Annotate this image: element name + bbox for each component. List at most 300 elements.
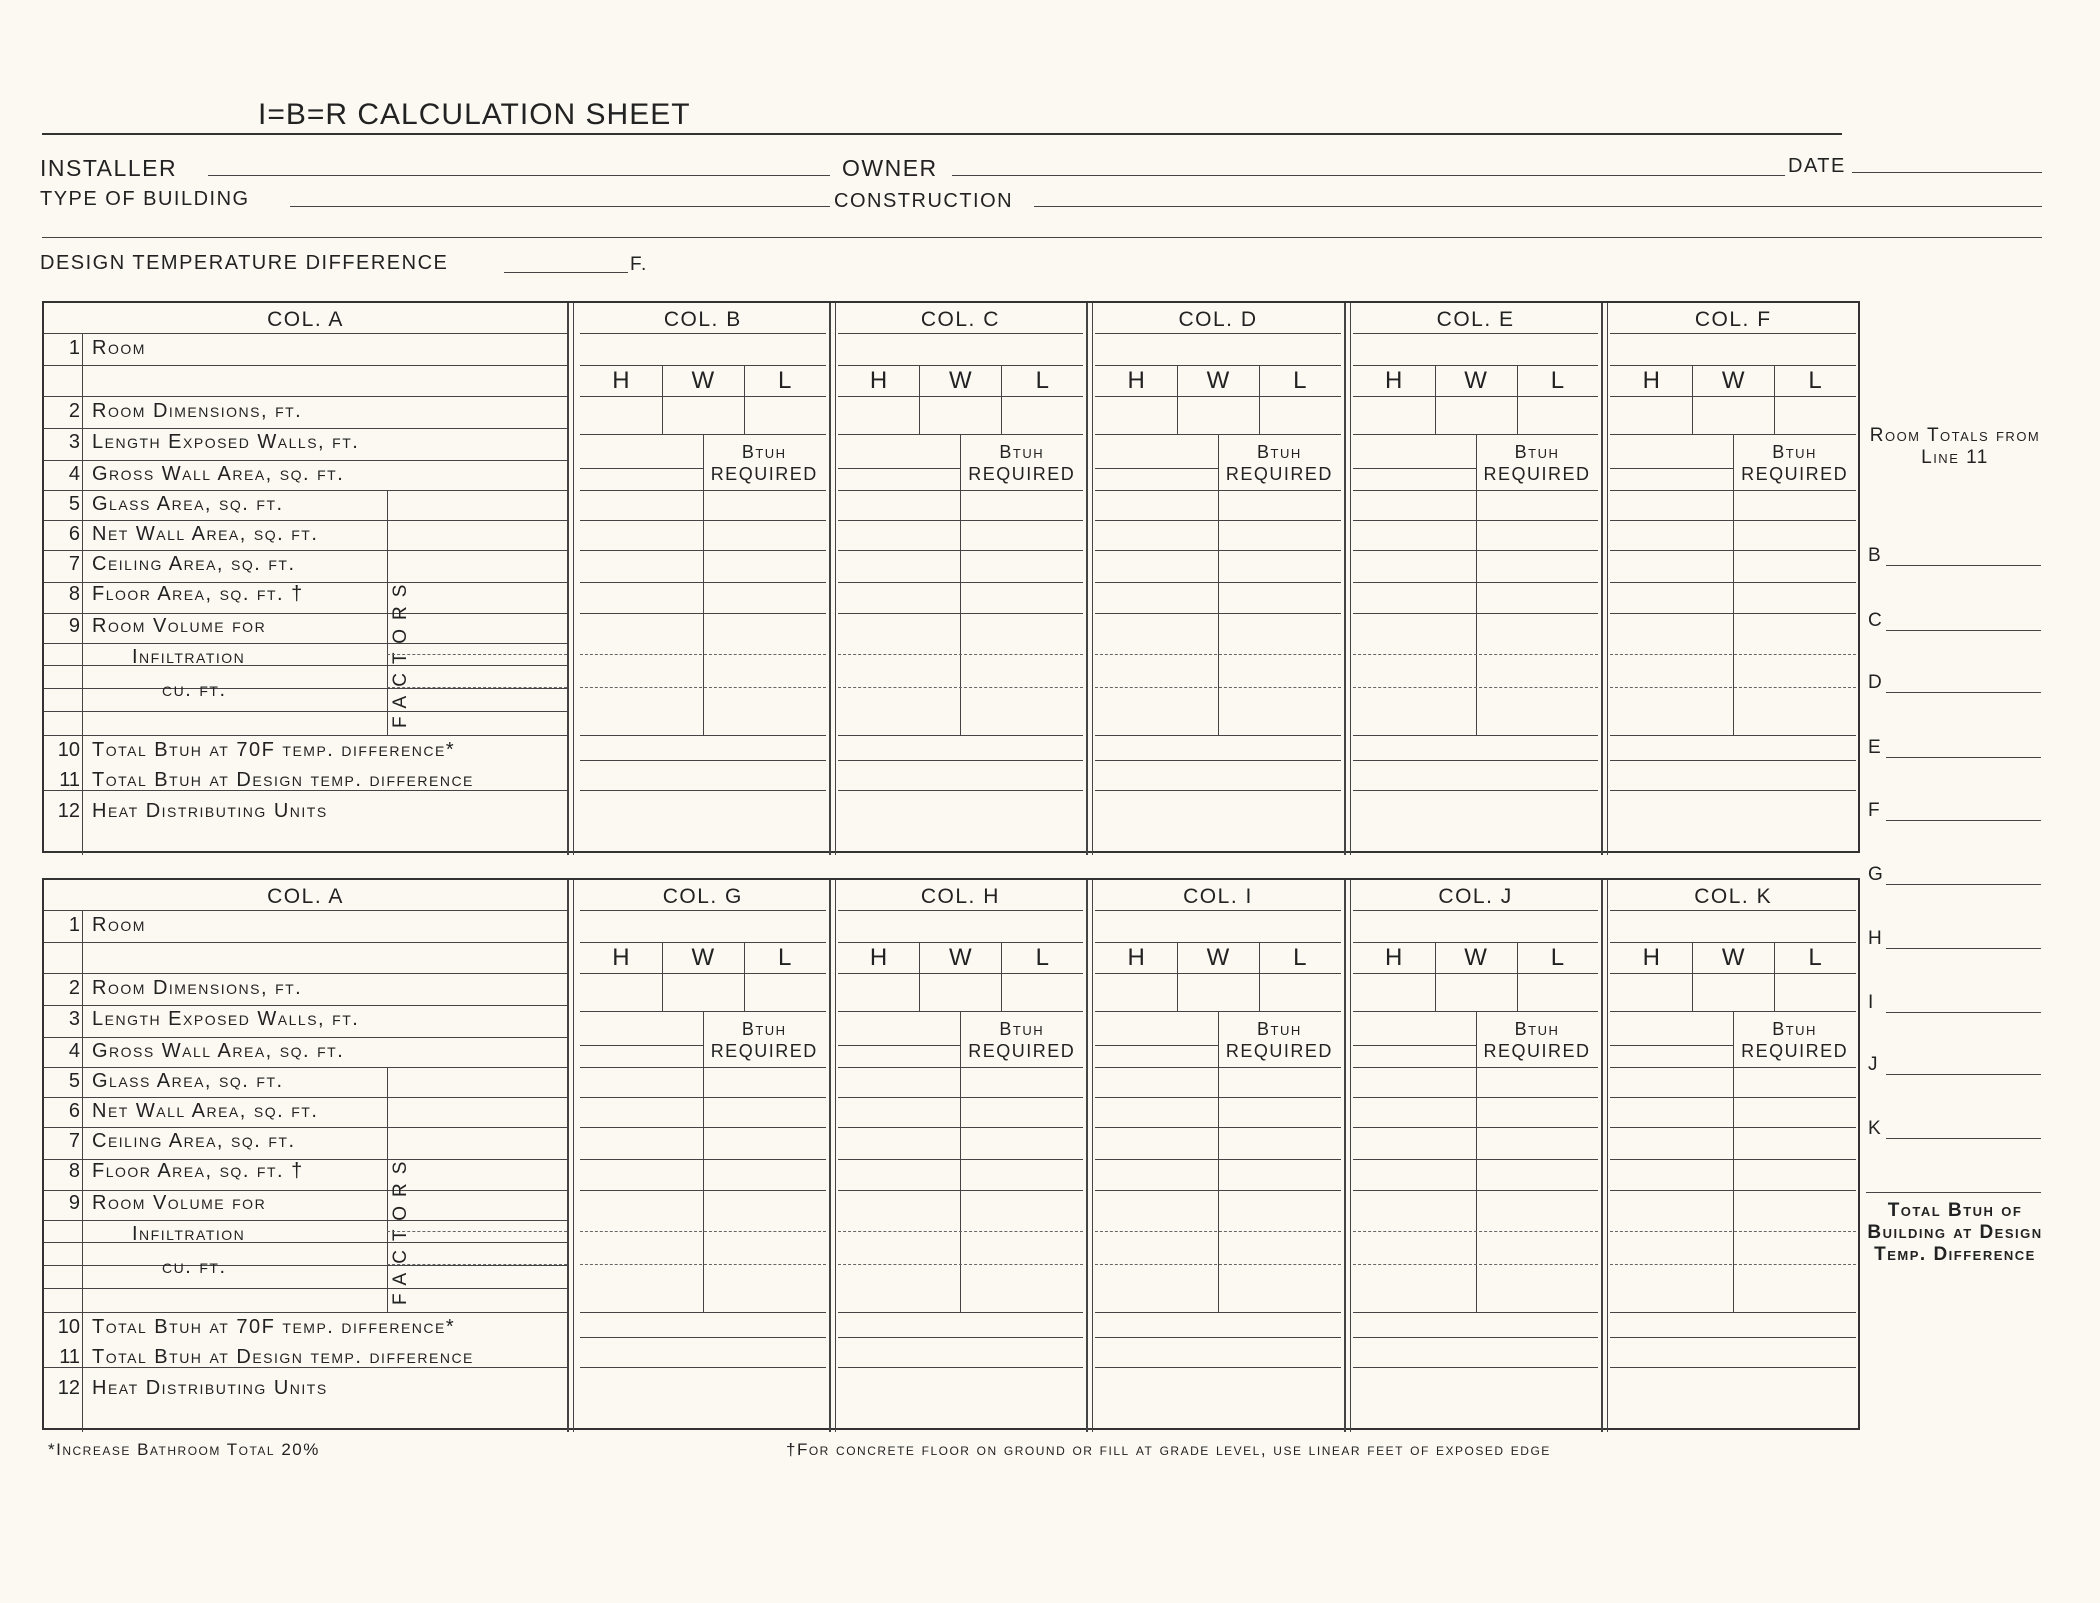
row-divider xyxy=(1353,1190,1599,1191)
row-divider xyxy=(1095,613,1341,614)
column-divider-double xyxy=(1607,303,1608,855)
concrete-floor-note: †For concrete floor on ground or fill at grade level, use linear feet of exposed edge xyxy=(786,1440,1551,1459)
row-divider xyxy=(44,1242,567,1243)
row-divider xyxy=(838,468,961,469)
dashed-divider xyxy=(580,654,826,655)
title-rule xyxy=(42,133,1842,135)
type-of-building-field[interactable] xyxy=(290,206,830,207)
hwl-label-w: W xyxy=(1464,367,1487,394)
row-number: 8 xyxy=(68,1160,80,1182)
room-total-letter: F xyxy=(1868,800,1880,821)
hwl-label-w: W xyxy=(949,367,972,394)
room-total-field[interactable] xyxy=(1886,1074,2041,1075)
heat-units-cell[interactable] xyxy=(1610,1368,1856,1430)
row-label: Total Btuh at 70F temp. difference* xyxy=(92,739,456,761)
row-divider xyxy=(44,1127,567,1128)
row-divider xyxy=(838,520,1084,521)
col-a-header: COL. A xyxy=(267,308,344,331)
row-divider xyxy=(1095,1159,1341,1160)
row-divider xyxy=(580,550,826,551)
row-divider xyxy=(838,490,1084,491)
data-column xyxy=(1089,880,1347,1432)
dashed-divider xyxy=(1610,1264,1856,1265)
hwl-label-w: W xyxy=(691,367,715,394)
hwl-label-l: L xyxy=(1808,944,1822,971)
factors-divider xyxy=(387,1067,388,1312)
dashed-divider xyxy=(580,1264,826,1265)
hwl-divider xyxy=(1001,365,1002,434)
row-divider xyxy=(1353,520,1599,521)
hwl-label-h: H xyxy=(1642,367,1660,394)
row-divider xyxy=(1610,973,1856,974)
room-name-cell[interactable] xyxy=(838,334,1084,364)
row-number: 9 xyxy=(68,615,80,637)
row-divider xyxy=(44,1067,567,1068)
heat-units-cell[interactable] xyxy=(838,791,1084,853)
heat-units-cell[interactable] xyxy=(1095,1368,1341,1430)
row-divider xyxy=(1610,1337,1856,1338)
heat-units-cell[interactable] xyxy=(1353,1368,1599,1430)
row-number: 8 xyxy=(68,583,80,605)
row-divider xyxy=(580,973,826,974)
row-divider xyxy=(838,613,1084,614)
hwl-divider xyxy=(662,365,663,434)
row-divider xyxy=(44,460,567,461)
design-temp-label: DESIGN TEMPERATURE DIFFERENCE xyxy=(40,252,449,274)
row-label: Floor Area, sq. ft. † xyxy=(92,1160,304,1182)
row-divider xyxy=(838,735,1084,736)
hwl-divider xyxy=(919,942,920,1011)
row-divider xyxy=(1095,1312,1341,1313)
dashed-divider xyxy=(1095,654,1341,655)
row-number: 1 xyxy=(68,337,80,359)
row-divider xyxy=(44,1265,567,1266)
required-label: REQUIRED xyxy=(710,1041,818,1061)
data-column xyxy=(832,303,1090,855)
data-column xyxy=(1604,880,1862,1432)
column-header: COL. C xyxy=(920,308,1000,331)
column-divider-double xyxy=(1350,303,1351,855)
room-total-letter: B xyxy=(1868,545,1881,566)
row-label: Total Btuh at Design temp. difference xyxy=(92,1346,474,1368)
heat-units-cell[interactable] xyxy=(1353,791,1599,853)
hwl-label-l: L xyxy=(777,944,792,971)
dashed-divider xyxy=(1610,687,1856,688)
heat-units-cell[interactable] xyxy=(580,1368,826,1430)
room-total-field[interactable] xyxy=(1886,757,2041,758)
row-number: 6 xyxy=(68,523,80,545)
row-number: 4 xyxy=(68,1040,80,1062)
row-label: Total Btuh at Design temp. difference xyxy=(92,769,474,791)
row-divider xyxy=(44,1037,567,1038)
row-divider xyxy=(580,1067,826,1068)
dashed-divider xyxy=(580,687,826,688)
room-total-field[interactable] xyxy=(1886,820,2041,821)
room-total-letter: K xyxy=(1868,1118,1881,1139)
row-label: Room Volume for xyxy=(92,1192,267,1214)
room-name-cell[interactable] xyxy=(838,911,1084,941)
row-divider xyxy=(1353,1045,1476,1046)
dashed-divider xyxy=(387,654,567,655)
row-number: 3 xyxy=(68,431,80,453)
date-label: DATE xyxy=(1788,155,1846,177)
room-total-field[interactable] xyxy=(1886,630,2041,631)
row-divider xyxy=(580,582,826,583)
row-divider xyxy=(1095,1337,1341,1338)
row-divider xyxy=(44,910,567,911)
row-divider xyxy=(44,643,567,644)
row-divider xyxy=(1353,735,1599,736)
room-total-letter: H xyxy=(1868,928,1882,949)
row-divider xyxy=(1353,1337,1599,1338)
row-divider xyxy=(1353,1159,1599,1160)
row-label: Glass Area, sq. ft. xyxy=(92,493,284,515)
btuh-label: Btuh xyxy=(1772,442,1817,462)
owner-field[interactable] xyxy=(952,175,1785,176)
row-divider xyxy=(1353,468,1476,469)
hwl-divider xyxy=(919,365,920,434)
row-divider xyxy=(1353,1127,1599,1128)
dashed-divider xyxy=(1610,1231,1856,1232)
row-divider xyxy=(1353,942,1599,943)
column-divider-double xyxy=(1350,880,1351,1432)
row-divider xyxy=(1095,942,1341,943)
heat-units-cell[interactable] xyxy=(838,1368,1084,1430)
row-divider xyxy=(580,1312,826,1313)
heat-units-cell[interactable] xyxy=(1610,791,1856,853)
row-divider xyxy=(1610,1312,1856,1313)
row-divider xyxy=(1610,468,1733,469)
hwl-label-h: H xyxy=(1642,944,1660,971)
hwl-divider xyxy=(1435,365,1436,434)
row-divider xyxy=(580,1159,826,1160)
dashed-divider xyxy=(387,1231,567,1232)
factors-label: FACTORS xyxy=(390,1152,411,1305)
hwl-divider xyxy=(1259,942,1260,1011)
column-header: COL. F xyxy=(1694,308,1772,331)
row-divider xyxy=(1610,396,1856,397)
row-label: Net Wall Area, sq. ft. xyxy=(92,523,319,545)
row-label: Length Exposed Walls, ft. xyxy=(92,431,360,453)
room-name-cell[interactable] xyxy=(1610,334,1856,364)
column-header: COL. J xyxy=(1438,885,1513,908)
row-divider xyxy=(1353,613,1599,614)
row-divider xyxy=(44,333,567,334)
hwl-label-h: H xyxy=(612,367,630,394)
row-divider xyxy=(44,1190,567,1191)
row-divider xyxy=(1353,582,1599,583)
hwl-label-l: L xyxy=(777,367,792,394)
hwl-label-l: L xyxy=(1550,367,1565,394)
hwl-label-w: W xyxy=(949,944,972,971)
hwl-label-w: W xyxy=(691,944,715,971)
factors-label: FACTORS xyxy=(390,575,411,728)
room-total-field[interactable] xyxy=(1886,1138,2041,1139)
room-total-field[interactable] xyxy=(1886,565,2041,566)
hwl-divider xyxy=(744,942,745,1011)
room-total-field[interactable] xyxy=(1886,884,2041,885)
row-divider xyxy=(1353,1312,1599,1313)
row-number: 2 xyxy=(68,400,80,422)
row-divider xyxy=(580,1127,826,1128)
header-extra-line[interactable] xyxy=(42,237,2042,238)
row-divider xyxy=(1610,1159,1856,1160)
btuh-label: Btuh xyxy=(1257,1019,1302,1039)
column-divider xyxy=(1344,880,1346,1432)
btuh-label: Btuh xyxy=(1514,1019,1560,1039)
required-label: REQUIRED xyxy=(1483,464,1591,484)
row-divider xyxy=(44,665,567,666)
row-divider xyxy=(1610,1067,1856,1068)
hwl-divider xyxy=(662,942,663,1011)
row-divider xyxy=(1610,365,1856,366)
row-number: 4 xyxy=(68,463,80,485)
row-divider xyxy=(1353,550,1599,551)
hwl-label-w: W xyxy=(1464,944,1487,971)
room-name-cell[interactable] xyxy=(1353,911,1599,941)
row-divider xyxy=(1353,1097,1599,1098)
row-divider xyxy=(44,490,567,491)
data-column xyxy=(1089,303,1347,855)
room-name-cell[interactable] xyxy=(1095,334,1341,364)
room-name-cell[interactable] xyxy=(1353,334,1599,364)
type-of-building-label: TYPE OF BUILDING xyxy=(40,188,250,210)
heat-units-cell[interactable] xyxy=(1095,791,1341,853)
required-label: REQUIRED xyxy=(968,464,1076,484)
room-name-cell[interactable] xyxy=(1610,911,1856,941)
row-number: 5 xyxy=(68,1070,80,1092)
hwl-divider xyxy=(1001,942,1002,1011)
row-divider xyxy=(838,582,1084,583)
column-header: COL. I xyxy=(1183,885,1253,908)
required-label: REQUIRED xyxy=(710,464,818,484)
hwl-label-l: L xyxy=(1035,944,1049,971)
room-totals-heading: Room Totals from Line 11 xyxy=(1869,425,2041,468)
hwl-divider xyxy=(1177,365,1178,434)
data-column xyxy=(1347,880,1605,1432)
row-divider xyxy=(44,688,567,689)
row-divider xyxy=(838,973,1084,974)
required-label: REQUIRED xyxy=(1225,1041,1333,1061)
installer-label: INSTALLER xyxy=(40,155,178,181)
row-divider xyxy=(838,396,1084,397)
row-divider xyxy=(44,550,567,551)
dashed-divider xyxy=(580,1231,826,1232)
row-divider xyxy=(580,396,826,397)
row-number: 10 xyxy=(57,739,80,761)
row-divider xyxy=(1610,735,1856,736)
row-label: Ceiling Area, sq. ft. xyxy=(92,1130,296,1152)
row-number: 5 xyxy=(68,493,80,515)
column-divider xyxy=(1601,880,1603,1432)
hwl-label-h: H xyxy=(612,944,630,971)
room-name-cell[interactable] xyxy=(580,334,826,364)
row-label: Room xyxy=(92,337,146,359)
row-label: Net Wall Area, sq. ft. xyxy=(92,1100,319,1122)
date-field[interactable] xyxy=(1852,172,2042,173)
row-divider xyxy=(1095,1127,1341,1128)
row-number: 11 xyxy=(59,1346,80,1368)
column-divider xyxy=(829,303,831,855)
row-divider xyxy=(1610,613,1856,614)
row-number: 12 xyxy=(57,800,80,822)
column-header: COL. E xyxy=(1436,308,1515,331)
row-divider xyxy=(44,735,567,736)
row-number: 1 xyxy=(68,914,80,936)
row-divider xyxy=(1610,1127,1856,1128)
row-divider xyxy=(1095,582,1341,583)
row-divider xyxy=(1095,520,1341,521)
room-total-field[interactable] xyxy=(1886,948,2041,949)
factors-divider xyxy=(387,490,388,735)
row-label: Gross Wall Area, sq. ft. xyxy=(92,1040,345,1062)
row-divider xyxy=(580,490,826,491)
column-divider xyxy=(1086,303,1088,855)
row-divider xyxy=(1095,1097,1341,1098)
installer-field[interactable] xyxy=(208,175,830,176)
row-divider xyxy=(44,1220,567,1221)
row-number: 2 xyxy=(68,977,80,999)
total-building-label: Total Btuh of Building at Design Temp. Difference xyxy=(1867,1200,2043,1265)
row-divider xyxy=(838,1159,1084,1160)
hwl-label-l: L xyxy=(1035,367,1049,394)
row-number-divider xyxy=(82,333,83,855)
room-total-letter: E xyxy=(1868,737,1881,758)
room-name-cell[interactable] xyxy=(580,911,826,941)
row-divider xyxy=(1353,1067,1599,1068)
row-divider xyxy=(1095,490,1341,491)
row-number: 7 xyxy=(68,553,80,575)
construction-field[interactable] xyxy=(1034,206,2042,207)
row-label: Heat Distributing Units xyxy=(92,800,328,822)
row-divider xyxy=(838,1067,1084,1068)
row-label: Room Volume for xyxy=(92,615,267,637)
required-label: REQUIRED xyxy=(1483,1041,1591,1061)
row-divider xyxy=(1353,760,1599,761)
row-divider xyxy=(838,942,1084,943)
column-header: COL. B xyxy=(663,308,742,331)
hwl-label-l: L xyxy=(1808,367,1822,394)
row-divider xyxy=(1353,365,1599,366)
room-total-letter: J xyxy=(1868,1054,1878,1075)
row-divider xyxy=(1610,1097,1856,1098)
column-header: COL. K xyxy=(1694,885,1773,908)
row-divider xyxy=(580,1190,826,1191)
row-divider xyxy=(44,973,567,974)
column-divider-double xyxy=(835,303,836,855)
hwl-divider xyxy=(1774,365,1775,434)
dashed-divider xyxy=(1353,687,1599,688)
btuh-label: Btuh xyxy=(741,442,787,462)
dashed-divider xyxy=(1095,1264,1341,1265)
row-label: Glass Area, sq. ft. xyxy=(92,1070,284,1092)
dashed-divider xyxy=(1095,687,1341,688)
data-column xyxy=(574,880,832,1432)
btuh-label: Btuh xyxy=(1772,1019,1817,1039)
row-number: 9 xyxy=(68,1192,80,1214)
row-label: Ceiling Area, sq. ft. xyxy=(92,553,296,575)
hwl-label-w: W xyxy=(1721,367,1745,394)
hwl-divider xyxy=(1692,942,1693,1011)
dashed-divider xyxy=(387,1264,567,1265)
row-divider xyxy=(1353,396,1599,397)
row-label: Room Dimensions, ft. xyxy=(92,400,303,422)
row-divider xyxy=(838,760,1084,761)
dashed-divider xyxy=(1353,654,1599,655)
row-divider xyxy=(44,520,567,521)
row-divider xyxy=(44,942,567,943)
row-divider xyxy=(44,365,567,366)
row-label: Gross Wall Area, sq. ft. xyxy=(92,463,345,485)
row-divider xyxy=(1095,735,1341,736)
row-label: cu. ft. xyxy=(162,679,227,701)
data-column xyxy=(1604,303,1862,855)
column-divider-double xyxy=(1607,880,1608,1432)
row-divider xyxy=(838,1045,961,1046)
btuh-label: Btuh xyxy=(999,1019,1045,1039)
hwl-label-w: W xyxy=(1206,367,1230,394)
column-header: COL. D xyxy=(1178,308,1258,331)
hwl-label-h: H xyxy=(1385,367,1403,394)
hwl-label-h: H xyxy=(869,944,888,971)
row-label: Room Dimensions, ft. xyxy=(92,977,303,999)
row-number: 3 xyxy=(68,1008,80,1030)
row-label: cu. ft. xyxy=(162,1256,227,1278)
row-divider xyxy=(1095,365,1341,366)
construction-label: CONSTRUCTION xyxy=(834,190,1014,212)
dashed-divider xyxy=(1353,1264,1599,1265)
column-divider-double xyxy=(1092,303,1093,855)
row-divider xyxy=(1610,942,1856,943)
dashed-divider xyxy=(838,654,1084,655)
row-divider xyxy=(580,1097,826,1098)
row-divider xyxy=(44,396,567,397)
owner-label: OWNER xyxy=(842,155,938,181)
room-total-letter: C xyxy=(1868,610,1882,631)
hwl-label-l: L xyxy=(1550,944,1565,971)
room-total-field[interactable] xyxy=(1886,1012,2041,1013)
dashed-divider xyxy=(838,687,1084,688)
row-divider xyxy=(44,1005,567,1006)
row-divider xyxy=(838,1097,1084,1098)
row-divider xyxy=(580,365,826,366)
row-label: Infiltration xyxy=(132,646,246,668)
row-divider xyxy=(838,365,1084,366)
column-divider xyxy=(1086,880,1088,1432)
design-temp-field[interactable] xyxy=(504,272,628,273)
row-label: Floor Area, sq. ft. † xyxy=(92,583,304,605)
required-label: REQUIRED xyxy=(968,1041,1076,1061)
row-divider xyxy=(580,468,703,469)
calc-block-bottom xyxy=(42,878,1860,1430)
room-name-cell[interactable] xyxy=(1095,911,1341,941)
hwl-divider xyxy=(744,365,745,434)
row-divider xyxy=(580,735,826,736)
total-building-rule xyxy=(1866,1192,2041,1193)
row-divider xyxy=(1610,520,1856,521)
row-divider xyxy=(1610,1190,1856,1191)
data-column xyxy=(574,303,832,855)
row-divider xyxy=(580,520,826,521)
room-total-field[interactable] xyxy=(1886,692,2041,693)
heat-units-cell[interactable] xyxy=(580,791,826,853)
hwl-divider xyxy=(1517,942,1518,1011)
hwl-divider xyxy=(1517,365,1518,434)
hwl-label-h: H xyxy=(1127,944,1145,971)
dashed-divider xyxy=(838,1264,1084,1265)
row-divider xyxy=(580,760,826,761)
row-label: Length Exposed Walls, ft. xyxy=(92,1008,360,1030)
